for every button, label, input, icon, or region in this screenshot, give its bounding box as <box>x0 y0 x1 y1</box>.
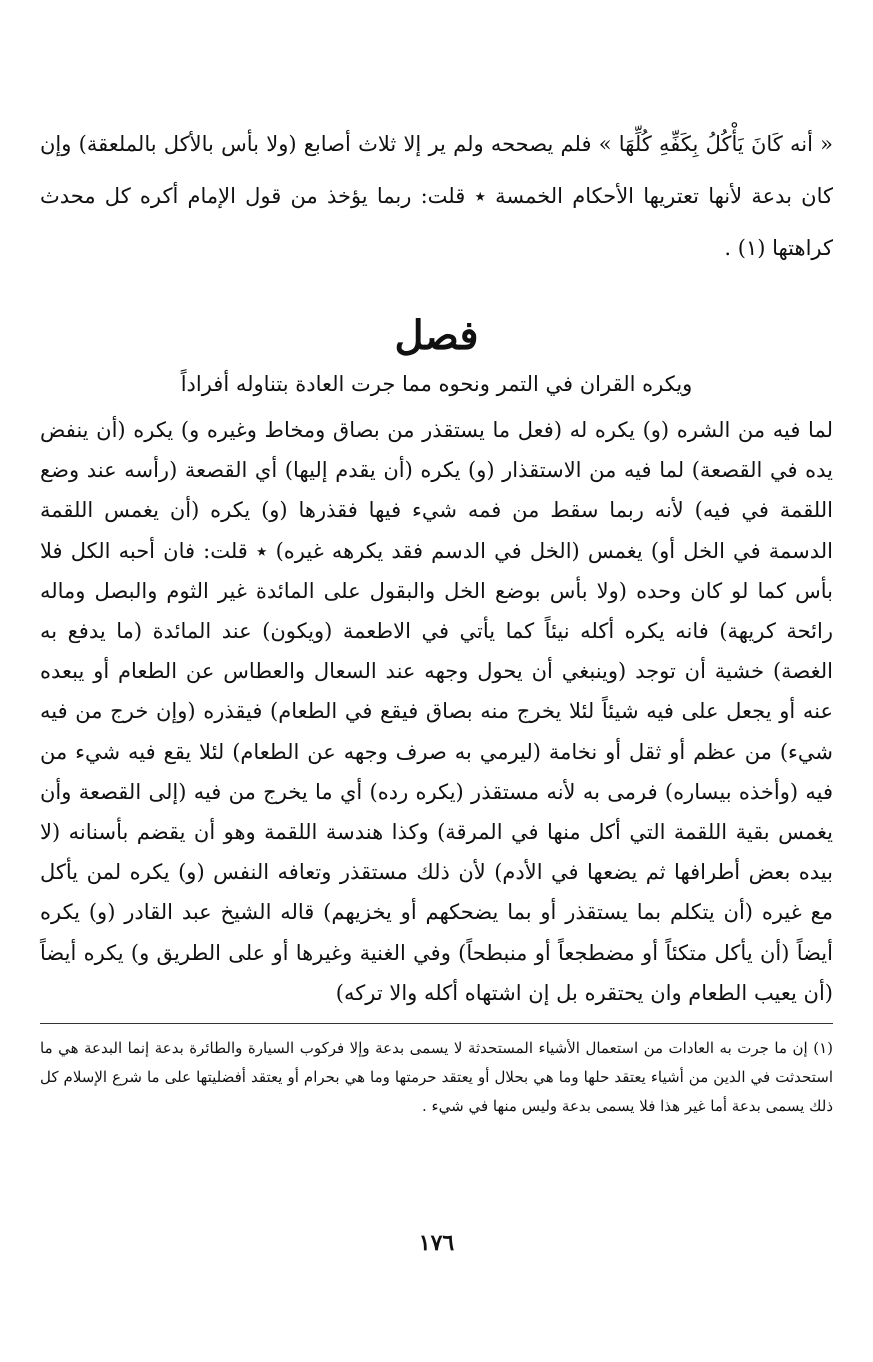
section-subheading: ويكره القران في التمر ونحوه مما جرت العادة بتناوله أفراداً <box>180 372 693 396</box>
page-content <box>40 118 833 1121</box>
section-heading: فصل <box>394 312 479 359</box>
footnote: (١) إن ما جرت به العادات من استعمال الأشياء المستحدثة لا يسمى بدعة وإلا فركوب السيارة والطائرة بدعة إنما البدعة هي ما استحدثت في الدين من أشياء يعتقد حلها وما هي بحلال أو يعتقد حرمتها وما هي بحرام أو يعتقد أفضليتها على ما شرع الإسلام كل ذلك يسمى بدعة أما غير هذا فلا يسمى بدعة وليس منها في شيء . <box>40 1039 833 1116</box>
intro-paragraph: « أنه كَانَ يَأْكُلُ بِكَفِّهِ كُلِّهَا » فلم يصححه ولم ير إلا ثلاث أصابع (ولا بأس بالأكل بالملعقة) وإن كان بدعة لأنها تعتريها الأحكام الخمسة ٭ قلت: ربما يؤخذ من قول الإمام أكره كل محدث كراهتها (١) . <box>40 132 833 260</box>
page-number: ١٧٦ <box>418 1230 455 1256</box>
footnote-divider <box>40 1023 833 1024</box>
body-paragraph: لما فيه من الشره (و) يكره له (فعل ما يستقذر من بصاق ومخاط وغيره و) يكره (أن ينفض يده في القصعة) لما فيه من الاستقذار (و) يكره (أن يقدم إليها) أي القصعة (رأسه عند وضع اللقمة في فيه) لأنه ربما سقط من فمه شيء فيها فقذرها (و) يكره (أن يغمس اللقمة الدسمة في الخل أو) يغمس (الخل في الدسم فقد يكرهه غيره) ٭ قلت: فان أحبه الكل فلا بأس كما لو كان وحده (ولا بأس بوضع الخل والبقول على المائدة غير الثوم والبصل وماله رائحة كريهة) فانه يكره أكله نيئاً كما يأتي في الاطعمة (ويكون) عند المائدة (ما يدفع به الغصة) خشية أن توجد (وينبغي أن يحول وجهه عند السعال والعطاس عن الطعام أو يبعده عنه أو يجعل على فيه شيئاً لئلا يخرج منه بصاق فيقع في الطعام) فيقذره (وإن خرج من فيه شيء) من عظم أو ثقل أو نخامة (ليرمي به صرف وجهه عن الطعام) لئلا يقع فيه شيء من فيه (وأخذه بيساره) فرمى به لأنه مستقذر (يكره رده) أي ما يخرج من فيه (إلى القصعة وأن يغمس بقية اللقمة التي أكل منها في المرقة) وكذا هندسة اللقمة وهو أن يقضم بأسنانه (لا بيده بعض أطرافها ثم يضعها في الأدم) لأن ذلك مستقذر وتعافه النفس (و) يكره لمن يأكل مع غيره (أن يتكلم بما يستقذر أو بما يضحكهم أو يخزيهم) قاله الشيخ عبد القادر (و) يكره أيضاً (أن يأكل متكئاً أو مضطجعاً أو منبطحاً) وفي الغنية وغيرها أو على الطريق و) يكره أيضاً (أن يعيب الطعام وان يحتقره بل إن اشتهاه أكله والا تركه) <box>40 418 833 1005</box>
